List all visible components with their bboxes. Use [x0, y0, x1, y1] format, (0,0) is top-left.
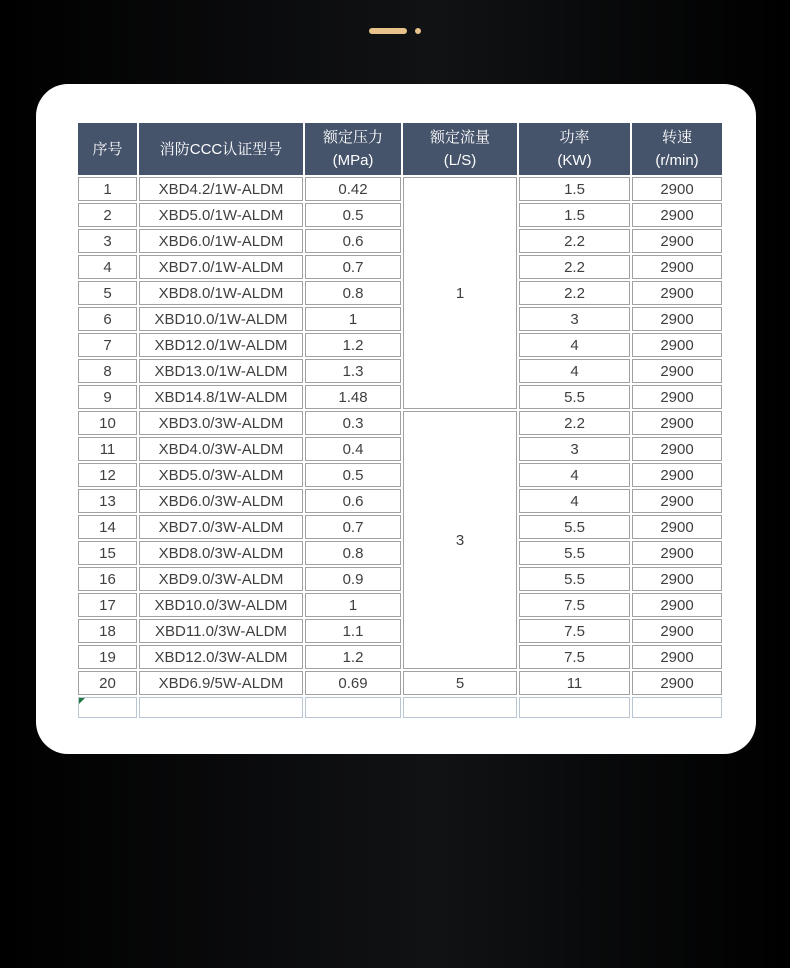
cell-speed: 2900	[632, 177, 722, 201]
table-row	[78, 385, 722, 409]
header-cell-0	[78, 123, 137, 175]
empty-row	[78, 697, 722, 718]
table-row	[78, 333, 722, 357]
cell-speed: 2900	[632, 385, 722, 409]
cell-power: 3	[519, 437, 630, 461]
cell-pressure: 0.69	[305, 671, 401, 695]
cell-pressure: 0.7	[305, 515, 401, 539]
cell-pressure: 1.2	[305, 333, 401, 357]
cell-model: XBD4.2/1W-ALDM	[139, 177, 303, 201]
cell-serial: 8	[78, 359, 137, 383]
cell-speed: 2900	[632, 515, 722, 539]
header-line1: 功率	[559, 129, 590, 146]
cell-model: XBD3.0/3W-ALDM	[139, 411, 303, 435]
cell-pressure: 0.8	[305, 281, 401, 305]
cell-model: XBD10.0/3W-ALDM	[139, 593, 303, 617]
cell-serial: 1	[78, 177, 137, 201]
cell-pressure: 0.6	[305, 489, 401, 513]
empty-cell	[78, 697, 137, 718]
cell-speed: 2900	[632, 255, 722, 279]
cell-speed: 2900	[632, 645, 722, 669]
cell-speed: 2900	[632, 203, 722, 227]
cell-model: XBD7.0/1W-ALDM	[139, 255, 303, 279]
cell-error-indicator-icon	[79, 698, 85, 704]
table-row	[78, 515, 722, 539]
cell-pressure: 1	[305, 307, 401, 331]
cell-model: XBD14.8/1W-ALDM	[139, 385, 303, 409]
cell-flow-merged: 1	[403, 177, 517, 409]
cell-pressure: 0.5	[305, 463, 401, 487]
header-line2: (MPa)	[332, 152, 374, 169]
cell-speed: 2900	[632, 359, 722, 383]
cell-model: XBD4.0/3W-ALDM	[139, 437, 303, 461]
cell-serial: 12	[78, 463, 137, 487]
cell-speed: 2900	[632, 593, 722, 617]
cell-serial: 6	[78, 307, 137, 331]
empty-cell	[403, 697, 517, 718]
table-row	[78, 567, 722, 591]
cell-speed: 2900	[632, 489, 722, 513]
cell-speed: 2900	[632, 281, 722, 305]
header-line2: (L/S)	[443, 152, 477, 169]
cell-model: XBD5.0/3W-ALDM	[139, 463, 303, 487]
header-line1: 转速	[661, 129, 692, 146]
header-cell-1	[139, 123, 303, 175]
cell-pressure: 0.8	[305, 541, 401, 565]
header-cell-3	[403, 123, 517, 175]
cell-pressure: 0.7	[305, 255, 401, 279]
cell-pressure: 0.42	[305, 177, 401, 201]
cell-power: 11	[519, 671, 630, 695]
table-header	[78, 123, 722, 175]
cell-power: 4	[519, 463, 630, 487]
table-row	[78, 463, 722, 487]
cell-pressure: 0.4	[305, 437, 401, 461]
cell-serial: 13	[78, 489, 137, 513]
header-line1: 额定流量	[429, 129, 490, 146]
cell-speed: 2900	[632, 437, 722, 461]
cell-pressure: 0.5	[305, 203, 401, 227]
cell-flow-merged: 5	[403, 671, 517, 695]
cell-speed: 2900	[632, 411, 722, 435]
cell-serial: 5	[78, 281, 137, 305]
header-line2: (KW)	[557, 152, 592, 169]
cell-serial: 11	[78, 437, 137, 461]
cell-model: XBD13.0/1W-ALDM	[139, 359, 303, 383]
cell-speed: 2900	[632, 463, 722, 487]
cell-model: XBD5.0/1W-ALDM	[139, 203, 303, 227]
cell-model: XBD6.0/3W-ALDM	[139, 489, 303, 513]
cell-serial: 3	[78, 229, 137, 253]
cell-power: 1.5	[519, 203, 630, 227]
cell-pressure: 1.1	[305, 619, 401, 643]
cell-power: 5.5	[519, 515, 630, 539]
cell-power: 2.2	[519, 255, 630, 279]
empty-cell	[519, 697, 630, 718]
cell-power: 2.2	[519, 229, 630, 253]
cell-power: 4	[519, 333, 630, 357]
cell-power: 7.5	[519, 645, 630, 669]
cell-model: XBD7.0/3W-ALDM	[139, 515, 303, 539]
cell-model: XBD8.0/1W-ALDM	[139, 281, 303, 305]
header-cell-5	[632, 123, 722, 175]
cell-power: 3	[519, 307, 630, 331]
gold-dash-decoration	[369, 28, 407, 34]
header-line2: (r/min)	[655, 152, 699, 169]
cell-power: 5.5	[519, 385, 630, 409]
cell-serial: 18	[78, 619, 137, 643]
table-body	[78, 177, 722, 718]
cell-speed: 2900	[632, 333, 722, 357]
cell-speed: 2900	[632, 541, 722, 565]
header-cell-2	[305, 123, 401, 175]
empty-cell	[632, 697, 722, 718]
cell-flow-merged: 3	[403, 411, 517, 669]
cell-power: 2.2	[519, 281, 630, 305]
table-row	[78, 671, 722, 695]
cell-serial: 14	[78, 515, 137, 539]
cell-model: XBD9.0/3W-ALDM	[139, 567, 303, 591]
table-row	[78, 411, 722, 435]
table-row	[78, 281, 722, 305]
cell-power: 7.5	[519, 619, 630, 643]
cell-speed: 2900	[632, 619, 722, 643]
pump-spec-table	[76, 121, 724, 720]
cell-power: 5.5	[519, 541, 630, 565]
cell-model: XBD10.0/1W-ALDM	[139, 307, 303, 331]
table-row	[78, 229, 722, 253]
table-row	[78, 203, 722, 227]
cell-power: 5.5	[519, 567, 630, 591]
empty-cell	[305, 697, 401, 718]
table-row	[78, 307, 722, 331]
cell-pressure: 0.3	[305, 411, 401, 435]
cell-serial: 17	[78, 593, 137, 617]
cell-serial: 4	[78, 255, 137, 279]
cell-pressure: 1.3	[305, 359, 401, 383]
cell-serial: 15	[78, 541, 137, 565]
cell-pressure: 0.6	[305, 229, 401, 253]
cell-model: XBD12.0/1W-ALDM	[139, 333, 303, 357]
cell-serial: 2	[78, 203, 137, 227]
header-line1: 额定压力	[322, 129, 383, 146]
cell-serial: 9	[78, 385, 137, 409]
cell-model: XBD11.0/3W-ALDM	[139, 619, 303, 643]
table-row	[78, 541, 722, 565]
cell-pressure: 1.2	[305, 645, 401, 669]
cell-speed: 2900	[632, 307, 722, 331]
cell-power: 1.5	[519, 177, 630, 201]
cell-serial: 20	[78, 671, 137, 695]
cell-serial: 19	[78, 645, 137, 669]
table-row	[78, 437, 722, 461]
header-line1: 序号	[92, 140, 123, 158]
cell-serial: 10	[78, 411, 137, 435]
header-cell-4	[519, 123, 630, 175]
table-row	[78, 619, 722, 643]
table-row	[78, 489, 722, 513]
cell-speed: 2900	[632, 567, 722, 591]
table-row	[78, 177, 722, 201]
table-row	[78, 255, 722, 279]
cell-power: 4	[519, 359, 630, 383]
cell-pressure: 0.9	[305, 567, 401, 591]
cell-model: XBD6.0/1W-ALDM	[139, 229, 303, 253]
table-row	[78, 359, 722, 383]
cell-serial: 16	[78, 567, 137, 591]
cell-model: XBD12.0/3W-ALDM	[139, 645, 303, 669]
cell-model: XBD6.9/5W-ALDM	[139, 671, 303, 695]
cell-power: 4	[519, 489, 630, 513]
cell-model: XBD8.0/3W-ALDM	[139, 541, 303, 565]
cell-pressure: 1	[305, 593, 401, 617]
cell-serial: 7	[78, 333, 137, 357]
header-row	[78, 123, 722, 175]
table-row	[78, 593, 722, 617]
table-row	[78, 645, 722, 669]
cell-power: 7.5	[519, 593, 630, 617]
cell-pressure: 1.48	[305, 385, 401, 409]
content-card	[36, 84, 756, 754]
header-line1: 消防CCC认证型号	[159, 140, 283, 158]
gold-dot-decoration	[415, 28, 421, 34]
empty-cell	[139, 697, 303, 718]
cell-speed: 2900	[632, 671, 722, 695]
cell-power: 2.2	[519, 411, 630, 435]
cell-speed: 2900	[632, 229, 722, 253]
